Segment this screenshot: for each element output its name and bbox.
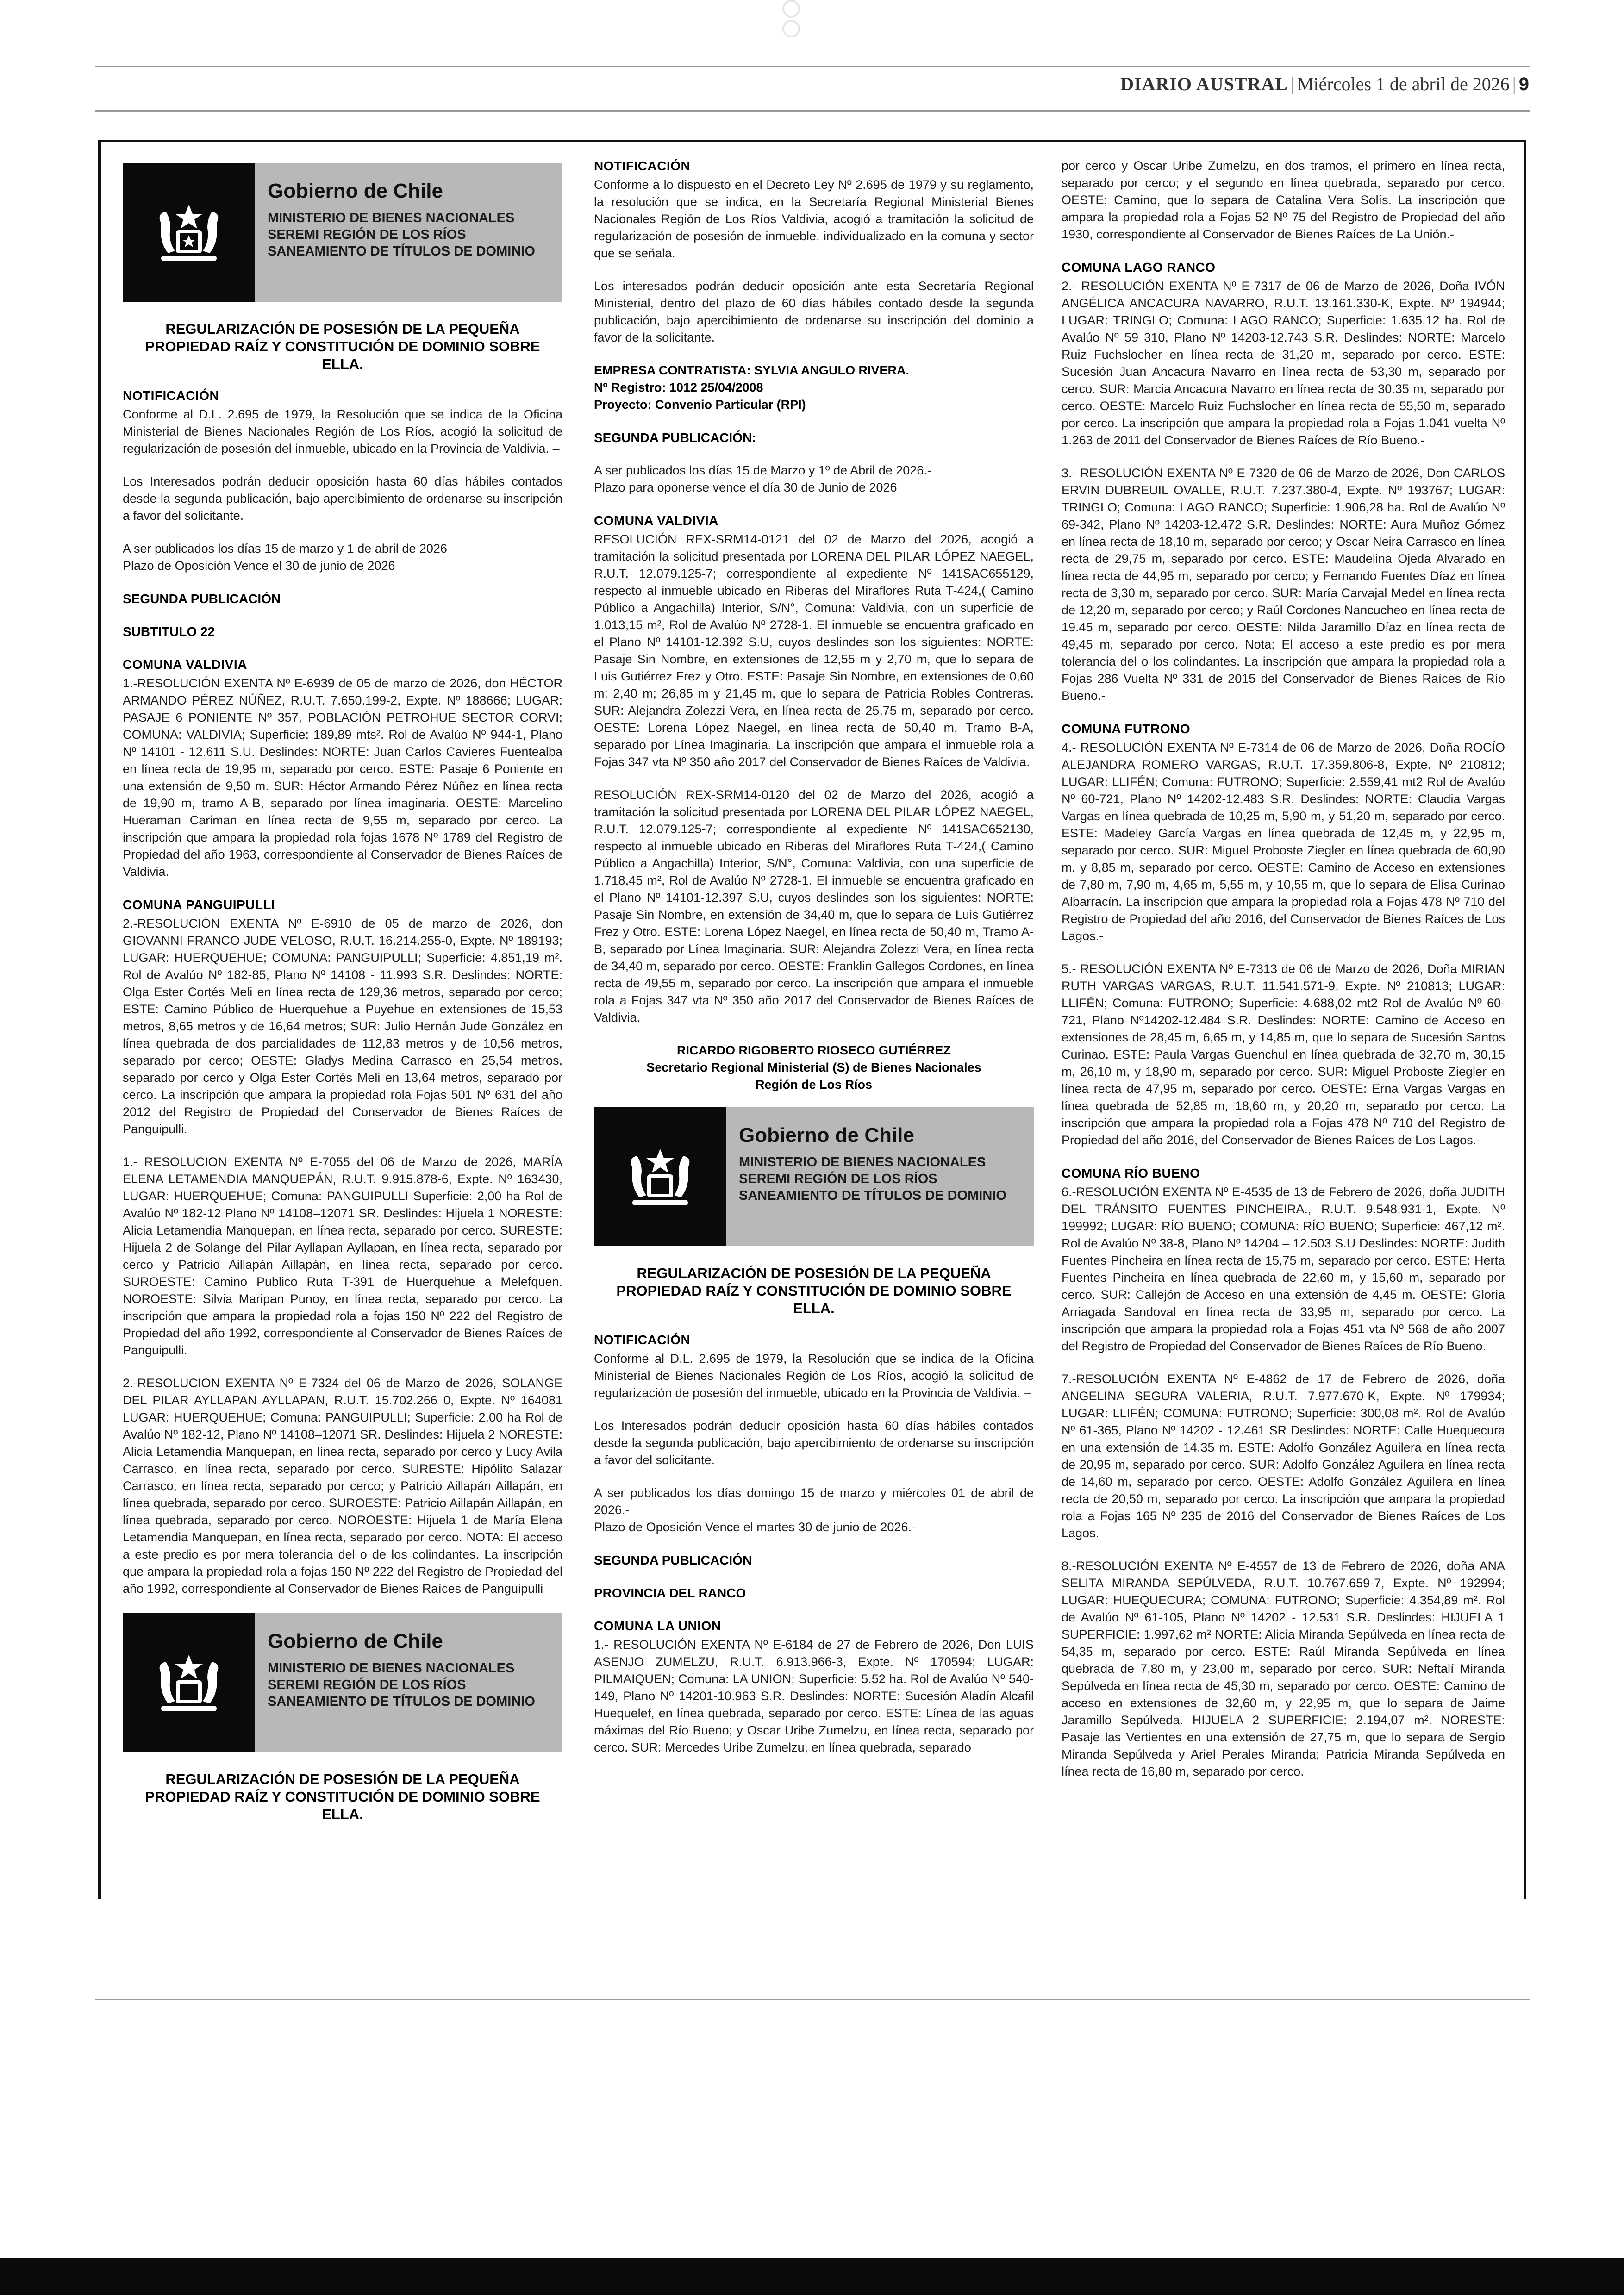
comuna-heading: COMUNA VALDIVIA (594, 513, 718, 528)
gobierno-logo-block (594, 1107, 1034, 1246)
masthead (1120, 70, 1529, 98)
logo-text-panel (726, 1107, 1034, 1246)
logo-title: Gobierno de Chile (268, 180, 443, 202)
regularization-title: REGULARIZACIÓN DE POSESIÓN DE LA PEQUEÑA PROPIEDAD RAÍZ Y CONSTITUCIÓN DE DOMINIO SOBRE ELLA. (145, 321, 540, 372)
signatory-name: RICARDO RIGOBERTO RIOSECO GUTIÉRREZ (676, 1043, 951, 1057)
notification-text: Conforme al D.L. 2.695 de 1979, la Resolución que se indica de la Oficina Ministerial de Bienes Nacionales Región de Los Ríos, acogió la solicitud de regularización de posesión del inmueble, ubicado en la Provincia de Valdivia. – (123, 407, 562, 455)
dot-icon (782, 20, 800, 37)
contractor: EMPRESA CONTRATISTA: SYLVIA ANGULO RIVERA. (594, 363, 910, 377)
comuna-heading: COMUNA RÍO BUENO (1062, 1166, 1200, 1180)
resolution-text: 6.-RESOLUCIÓN EXENTA Nº E-4535 de 13 de Febrero de 2026, doña JUDITH DEL TRÁNSITO FUENTES PINCHEIRA., R.U.T. 9.548.931-1, Expte. Nº 199992; LUGAR: RÍO BUENO; COMUNA: RÍO BUENO; Superficie: 467,12 m². Rol de Avalúo Nº 38-8, Plano Nº 14204 – 12.503 S.U Deslindes: NORTE: Judith Fuentes Pincheira en línea recta de 15,75 m, separado por cerco. ESTE: Herta Fuentes Pincheira en línea quebrada de 22,60 m, y 15,60 m, separado por cerco. SUR: Callejón de Acceso en una extensión de 4,45 m. OESTE: Gloria Arriagada Sandoval en línea recta de 33,95 m, separado por cerco. La inscripción que ampara la propiedad rola a Fojas 451 vta Nº 568 de año 2007 del Registro de Propiedad del Conservador de Bienes Raíces de Río Bueno. (1062, 1185, 1505, 1353)
issue-date: Miércoles 1 de abril de 2026 (1297, 74, 1510, 94)
signatory-role: Secretario Regional Ministerial (S) de Bienes Nacionales (646, 1060, 981, 1074)
second-publication-heading: SEGUNDA PUBLICACIÓN: (594, 430, 756, 445)
resolution-text: 8.-RESOLUCIÓN EXENTA Nº E-4557 de 13 de Febrero de 2026, doña ANA SELITA MIRANDA SEPÚLVEDA, R.U.T. 10.767.659-7, Expte. Nº 192994; LUGAR: HUEQUECURA; COMUNA: FUTRONO; Superficie: 4.354,89 m². Rol de Avalúo Nº 61-105, Plano Nº 14202 - 12.531 S.R. Deslindes: HIJUELA 1 SUPERFICIE: 1.997,62 m² NORTE: Alicia Miranda Sepúlveda en línea recta de 54,35 m, separado por cerco. ESTE: Raúl Miranda Sepúlveda en línea quebrada de 7,80 m, y 23,00 m, separado por cerco. SUR: Neftalí Miranda Sepúlveda en línea recta de 45,30 m, separado por cerco. OESTE: Camino de acceso en extensiones de 32,60 m, y 22,95 m, que lo separa de Jaime Jaramillo Sepúlveda. HIJUELA 2 SUPERFICIE: 2.194,07 m². NORESTE: Pasaje las Vertientes en una extensión de 27,75 m, que lo separa de Sergio Miranda Sepúlveda y Ariel Perales Miranda; Patricia Miranda Sepúlveda en línea recta de 16,80 m, separado por cerco. (1062, 1559, 1505, 1778)
opposition-deadline: Plazo para oponerse vence el día 30 de Junio de 2026 (594, 480, 897, 494)
resolution-text: RESOLUCIÓN REX-SRM14-0121 del 02 de Marzo del 2026, acogió a tramitación la solicitud presentada por LORENA DEL PILAR LÓPEZ NAEGEL, R.U.T. 12.079.125-7; correspondiente al expediente Nº 141SAC655129, respecto al inmueble ubicado en Riberas del Miraflores Ruta T-424,( Camino Público a Angachilla) Interior, S/N°, Comuna: Valdivia, con un superficie de 1.013,15 m², Rol de Avalúo Nº 2728-1. El inmueble se encuentra graficado en el Plano Nº 14101-12.392 S.U, cuyos deslindes son los siguientes: NORTE: Pasaje Sin Nombre, en extensiones de 12,55 m y 2,70 m, que lo separa de Luis Gutiérrez Frez y Otro. ESTE: Pasaje Sin Nombre, en extensiones de 0,60 m; 2,40 m; 26,85 m y 21,45 m, que lo separa de Patricia Robles Contreras. SUR: Alejandra Zolezzi Vera, en línea recta de 25,75 m, separado por cerco. OESTE: Lorena López Naegel, en línea recta de 50,40 m, Tramo B-A, separado por Línea Imaginaria. La inscripción que ampara el inmueble rola a Fojas 347 vta Nº 350 año 2017 del Conservador de Bienes Raíces de Valdivia. (594, 532, 1034, 769)
footer-rule (95, 1999, 1530, 2000)
resolution-text: 1.- RESOLUCION EXENTA Nº E-7055 del 06 de Marzo de 2026, MARÍA ELENA LETAMENDIA MANQUEPÁN, R.U.T. 9.915.878-6, Expte. Nº 163430, LUGAR: HUERQUEHUE; Comuna: PANGUIPULLI Superficie: 2,00 ha Rol de Avalúo Nº 182-12 Plano Nº 14108–12071 SR. Deslindes: Hijuela 1 NORESTE: Alicia Letamendia Manquepan, en línea recta, separado por cerco. SURESTE: Hijuela 2 de Solange del Pilar Ayllapan Ayllapan, en línea recta, separado por cerco y Patricio Aillapán Aillapán, en línea recta, separado por cerco. SUROESTE: Camino Publico Ruta T-391 de Huerquehue a Melefquen. NOROESTE: Silvia Maripan Punoy, en línea recta, separado por cerco. La inscripción que ampara la propiedad rola a fojas 150 Nº 222 del Registro de Propiedad del año 1992, correspondiente al Conservador de Bienes Raíces de Panguipulli. (123, 1155, 562, 1357)
logo-program: SANEAMIENTO DE TÍTULOS DE DOMINIO (268, 1694, 535, 1709)
project: Proyecto: Convenio Particular (RPI) (594, 398, 806, 412)
coat-of-arms-icon (123, 163, 255, 302)
publication-dates: A ser publicados los días domingo 15 de marzo y miércoles 01 de abril de 2026.- (594, 1486, 1034, 1517)
notification-heading: NOTIFICACIÓN (594, 1333, 691, 1347)
logo-program: SANEAMIENTO DE TÍTULOS DE DOMINIO (268, 244, 535, 259)
logo-text-panel (255, 163, 562, 302)
resolution-text: 3.- RESOLUCIÓN EXENTA Nº E-7320 de 06 de Marzo de 2026, Don CARLOS ERVIN DUBREUIL OVALLE, R.U.T. 7.237.380-4, Expte. Nº 193767; LUGAR: TRINGLO; Comuna: LAGO RANCO; Superficie: 1.906,28 ha. Rol de Avalúo Nº 69-342, Plano Nº 14203-12.472 S.R. Deslindes: NORTE: Aura Muñoz Gómez en línea recta de 18,10 m, separado por cerco; y Oscar Neira Carrasco en línea recta de 29,75 m, separado por cerco. ESTE: Maudelina Ojeda Alvarado en línea recta de 44,95 m, separado por cerco; y Fernando Fuentes Díaz en línea recta de 3,30 m, separado por cerco. SUR: María Carvajal Medel en línea recta de 12,20 m, separado por cerco; y Raúl Cordones Nancucheo en línea recta de 19.45 m, separado por cerco. OESTE: Nilda Jaramillo Díaz en línea recta de 49,45 m, separado por cerco. Nota: El acceso a este predio es por mera tolerancia del o los colindantes. La inscripción que ampara la propiedad rola a Fojas 286 Vuelta Nº 331 de 2015 del Conservador de Bienes Raíces de Río Bueno.- (1062, 466, 1505, 703)
column-2 (594, 157, 1034, 1898)
publication-dates: A ser publicados los días 15 de marzo y 1 de abril de 2026 (123, 542, 447, 555)
logo-seremi: SEREMI REGIÓN DE LOS RÍOS (739, 1172, 937, 1186)
resolution-text: RESOLUCIÓN REX-SRM14-0120 del 02 de Marzo del 2026, acogió a tramitación la solicitud presentada por LORENA DEL PILAR LÓPEZ NAEGEL, R.U.T. 12.079.125-7; correspondiente al expediente Nº 141SAC652130, respecto al inmueble ubicado en Riberas del Miraflores Ruta T-424,( Camino Público a Angachilla) Interior, S/N°, Comuna: Valdivia, con una superficie de 1.718,45 m², Rol de Avalúo Nº 2728-1. El inmueble se encuentra graficado en el Plano Nº 14101-12.397 S.U, cuyos deslindes son los siguientes: NORTE: Pasaje Sin Nombre, en extensión de 34,40 m, que lo separa de Luis Gutiérrez Frez y Otro. ESTE: Lorena López Naegel, en línea recta de 50,40 m, Tramo A-B, separado por Línea Imaginaria. SUR: Alejandra Zolezzi Vera, en línea recta de 34,40 m, separado por cerco. OESTE: Franklin Gallegos Cordones, en línea recta de 49,55 m, separado por cerco. La inscripción que ampara el inmueble rola a Fojas 347 vta Nº 350 año 2017 del Conservador de Bienes Raíces de Valdivia. (594, 788, 1034, 1024)
page-indicator-dots (782, 0, 829, 14)
notification-heading: NOTIFICACIÓN (123, 388, 219, 403)
column-3 (1062, 157, 1505, 1898)
comuna-heading: COMUNA LA UNION (594, 1619, 721, 1633)
resolution-text: 2.-RESOLUCION EXENTA Nº E-7324 del 06 de Marzo de 2026, SOLANGE DEL PILAR AYLLAPAN AYLLAPAN, R.U.T. 15.702.266 0, Expte. Nº 164081 LUGAR: HUERQUEHUE; Comuna: PANGUIPULLI; Superficie: 2,00 ha Rol de Avalúo Nº 182-12, Plano Nº 14108–12071 SR. Deslindes: Hijuela 2 NORESTE: Alicia Letamendia Manquepan, en línea recta, separado por cerco y Lucy Avila Carrasco, en línea recta, separado por cerco. SURESTE: Hipólito Salazar Carrasco, en línea recta, separado por cerco; y Patricio Aillapán Aillapán, en línea quebrada, separado por cerco. SUROESTE: Patricio Aillapán Aillapán, en línea quebrada, separado por cerco. NOROESTE: Hijuela 1 de María Elena Letamendia Manquepan, en línea recta, separado por cerco. NOTA: El acceso a este predio es por mera tolerancia del o de los colindantes. La inscripción que ampara la propiedad rola a fojas 150 Nº 222 del Registro de Propiedad del año 1992, correspondiente al Conservador de Bienes Raíces de Panguipulli (123, 1376, 562, 1596)
regularization-title: REGULARIZACIÓN DE POSESIÓN DE LA PEQUEÑA PROPIEDAD RAÍZ Y CONSTITUCIÓN DE DOMINIO SOBRE ELLA. (616, 1265, 1012, 1316)
logo-ministry: MINISTERIO DE BIENES NACIONALES (739, 1155, 986, 1170)
opposition-deadline: Plazo de Oposición Vence el martes 30 de junio de 2026.- (594, 1520, 916, 1534)
opposition-text: Los interesados podrán deducir oposición ante esta Secretaría Regional Ministerial, dentro del plazo de 60 días hábiles contado desde la segunda publicación, bajo apercibimiento de ordenarse su inscripción del dominio a favor de la solicitante. (594, 279, 1034, 344)
logo-seremi: SEREMI REGIÓN DE LOS RÍOS (268, 1678, 466, 1692)
comuna-heading: COMUNA PANGUIPULLI (123, 898, 275, 912)
resolution-text: 7.-RESOLUCIÓN EXENTA Nº E-4862 de 17 de Febrero de 2026, doña ANGELINA SEGURA VALERIA, R.U.T. 7.977.670-K, Expte. Nº 179934; LUGAR: LLIFÉN; COMUNA: FUTRONO; Superficie: 300,08 m². Rol de Avalúo Nº 61-365, Plano Nº 14202 - 12.461 SR Deslindes: NORTE: Calle Huequecura en una extensión de 14,35 m. ESTE: Adolfo González Aguilera en línea recta de 20,95 m, separado por cerco. SUR: Adolfo González Aguilera en línea recta de 14,60 m, separado por cerco. OESTE: Adolfo González Aguilera en línea recta de 20,50 m, separado por cerco. La inscripción que ampara la propiedad rola a Fojas 165 Nº 235 de 2016 del Conservador de Bienes Raíces de Los Lagos. (1062, 1372, 1505, 1540)
header-rule-bottom (95, 110, 1530, 112)
resolution-text: 1.- RESOLUCIÓN EXENTA Nº E-6184 de 27 de Febrero de 2026, Don LUIS ASENJO ZUMELZU, R.U.T. 6.913.966-3, Expte. Nº 170594; LUGAR: PILMAIQUEN; Comuna: LA UNION; Superficie: 5.52 ha. Rol de Avalúo Nº 540-149, Plano Nº 14201-10.963 S.R. Deslindes: NORTE: Sucesión Aladín Alcafil Huequelef, en línea quebrada, separado por cerco. ESTE: Línea de las aguas máximas del Río Bueno; y Oscar Uribe Zumelzu, en línea recta, separado por cerco. SUR: Mercedes Uribe Zumelzu, en línea quebrada, separado (594, 1638, 1034, 1754)
signatory-region: Región de Los Ríos (755, 1078, 873, 1091)
logo-ministry: MINISTERIO DE BIENES NACIONALES (268, 211, 515, 225)
viewer-bottom-bar (0, 2258, 1624, 2295)
masthead-separator: | (1512, 74, 1516, 94)
header-rule-top (95, 66, 1530, 67)
column-1 (123, 157, 562, 1898)
logo-title: Gobierno de Chile (268, 1630, 443, 1653)
resolution-text: 4.- RESOLUCIÓN EXENTA Nº E-7314 de 06 de Marzo de 2026, Doña ROCÍO ALEJANDRA ROMERO VARGAS, R.U.T. 17.359.806-8, Expte. Nº 210812; LUGAR: LLIFÉN; Comuna: FUTRONO; Superficie: 2.559,41 mt2 Rol de Avalúo Nº 60-721, Plano Nº 14202-12.483 S.R. Deslindes: NORTE: Claudia Vargas Vargas en línea quebrada de 10,25 m, 5,90 m, y 51,20 m, separado por cerco. ESTE: Madeley García Vargas en línea quebrada de 12,45 m, y 22,95 m, separado por cerco. SUR: Miguel Proboste Ziegler en línea quebrada de 60,90 m, y 8,85 m, separado por cerco. OESTE: Camino de Acceso en extensiones de 7,80 m, 7,90 m, 4,65 m, 5,55 m, y 10,55 m, que lo separa de Elisa Curinao Albarracín. La inscripción que ampara la propiedad rola a Fojas 478 Nº 710 del Registro de Propiedad del año 2016, del Conservador de Bienes Raíces de Los Lagos.- (1062, 741, 1505, 943)
opposition-text: Los Interesados podrán deducir oposición hasta 60 días hábiles contados desde la segunda publicación, bajo apercibimiento de ordenarse su inscripción a favor del solicitante. (594, 1419, 1034, 1467)
page-number: 9 (1518, 74, 1529, 94)
registry-number: Nº Registro: 1012 25/04/2008 (594, 380, 763, 394)
notification-text: Conforme a lo dispuesto en el Decreto Ley Nº 2.695 de 1979 y su reglamento, la resolución que se indica, en la Secretaría Regional Ministerial Bienes Nacionales Región de Los Ríos Valdivia, acogió a tramitación la solicitud de regularización de posesión de inmueble, individualizado en la comuna y sector que se señala. (594, 178, 1034, 260)
coat-of-arms-icon (123, 1613, 255, 1752)
regularization-title: REGULARIZACIÓN DE POSESIÓN DE LA PEQUEÑA PROPIEDAD RAÍZ Y CONSTITUCIÓN DE DOMINIO SOBRE ELLA. (145, 1771, 540, 1822)
resolution-text: 2.-RESOLUCIÓN EXENTA Nº E-6910 de 05 de marzo de 2026, don GIOVANNI FRANCO JUDE VELOSO, R.U.T. 16.214.255-0, Expte. Nº 189193; LUGAR: HUERQUEHUE; COMUNA: PANGUIPULLI; Superficie: 4.851,19 m². Rol de Avalúo Nº 182-85, Plano Nº 14108 - 11.993 S.R. Deslindes: NORTE: Olga Ester Cortés Meli en línea recta de 129,36 metros, separado por cerco; ESTE: Camino Público de Huerquehue a Puyehue en extensiones de 15,53 metros, 8,65 metros y de 16,64 metros; SUR: Julio Hernán Jude González en línea quebrada de dos parcialidades de 112,83 metros y de 10,56 metros, separado por cerco; OESTE: Gladys Medina Carrasco en 25,54 metros, separado por cerco y Olga Ester Cortés Meli en 13,64 metros, separado por cerco. La inscripción que ampara la propiedad rola Fojas 501 Nº 631 del año 2012 del Registro de Propiedad del Conservador de Bienes Raíces de Panguipulli. (123, 917, 562, 1136)
comuna-heading: COMUNA VALDIVIA (123, 657, 247, 672)
opposition-text: Los Interesados podrán deducir oposición hasta 60 días hábiles contados desde la segunda publicación, bajo apercibimiento de ordenarse su inscripción a favor del solicitante. (123, 474, 562, 523)
subtitle-heading: SUBTITULO 22 (123, 624, 215, 639)
coat-of-arms-icon (594, 1107, 726, 1246)
publication-dates: A ser publicados los días 15 de Marzo y 1º de Abril de 2026.- (594, 463, 931, 477)
opposition-deadline: Plazo de Oposición Vence el 30 de junio de 2026 (123, 559, 395, 573)
notification-text: Conforme al D.L. 2.695 de 1979, la Resolución que se indica de la Oficina Ministerial de Bienes Nacionales Región de Los Ríos, acogió la solicitud de regularización de posesión del inmueble, ubicado en la Provincia de Valdivia. – (594, 1352, 1034, 1400)
logo-ministry: MINISTERIO DE BIENES NACIONALES (268, 1661, 515, 1676)
resolution-text: por cerco y Oscar Uribe Zumelzu, en dos tramos, el primero en línea recta, separado por cerco; y el segundo en línea quebrada, separado por cerco. OESTE: Camino, que lo separa de Catalina Vera Solís. La inscripción que ampara la propiedad rola a Fojas 52 Nº 75 del Registro de Propiedad del año 1930, correspondiente al Conservador de Bienes Raíces de La Unión.- (1062, 159, 1505, 241)
logo-seremi: SEREMI REGIÓN DE LOS RÍOS (268, 227, 466, 242)
second-publication-heading: SEGUNDA PUBLICACIÓN (594, 1553, 752, 1567)
resolution-text: 2.- RESOLUCIÓN EXENTA Nº E-7317 de 06 de Marzo de 2026, Doña IVÓN ANGÉLICA ANCACURA NAVARRO, R.U.T. 13.161.330-K, Expte. Nº 194944; LUGAR: TRINGLO; Comuna: LAGO RANCO; Superficie: 1.635,12 ha. Rol de Avalúo Nº 59 310, Plano Nº 14203-12.743 S.R. Deslindes: NORTE: Marcelo Ruiz Fuchslocher en línea recta de 31,20 m, separado por cerco. ESTE: Sucesión Juan Ancacura Navarro en línea recta de 53,30 m, separado por cerco. SUR: Marcia Ancacura Navarro en línea recta de 30.35 m, separado por cerco. OESTE: Marcelo Ruiz Fuchslocher en línea recta de 55,50 m, separado por cerco. La inscripción que ampara la propiedad rola a Fojas 1.041 vuelta Nº 1.263 de 2011 del Conservador de Bienes Raíces de Río Bueno.- (1062, 279, 1505, 447)
dot-icon (782, 0, 800, 18)
province-heading: PROVINCIA DEL RANCO (594, 1586, 746, 1600)
masthead-separator: | (1290, 74, 1294, 94)
newspaper-name: DIARIO AUSTRAL (1120, 74, 1288, 94)
second-publication-heading: SEGUNDA PUBLICACIÓN (123, 592, 281, 606)
resolution-text: 5.- RESOLUCIÓN EXENTA Nº E-7313 de 06 de Marzo de 2026, Doña MIRIAN RUTH VARGAS VARGAS, R.U.T. 11.541.571-9, Expte. Nº 210813; LUGAR: LLIFÉN; Comuna: FUTRONO; Superficie: 4.688,02 mt2 Rol de Avalúo Nº 60-721, Plano Nº14202-12.484 S.R. Deslindes: NORTE: Camino de Acceso en extensiones de 28,45 m, 6,65 m, y 14,85 m, que lo separa de Sucesión Santos Curinao. ESTE: Paula Vargas Guenchul en línea quebrada de 32,70 m, 30,15 m, 26,10 m, y 18,90 m, separado por cerco. SUR: Miguel Proboste Ziegler en línea recta de 47,95 m, separado por cerco. OESTE: Erna Vargas Vargas en línea quebrada de 52,85 m, 18,60 m, y 20,20 m, separado por cerco. La inscripción que ampara la propiedad rola a Fojas 478 Nº 710 del Registro de Propiedad del año 2016, del Conservador de Bienes Raíces de Los Lagos.- (1062, 962, 1505, 1147)
gobierno-logo-block (123, 1613, 562, 1752)
comuna-heading: COMUNA FUTRONO (1062, 722, 1191, 736)
logo-text-panel (255, 1613, 562, 1752)
resolution-text: 1.-RESOLUCIÓN EXENTA Nº E-6939 de 05 de marzo de 2026, don HÉCTOR ARMANDO PÉREZ NÚÑEZ, R.U.T. 7.650.199-2, Expte. Nº 188666; LUGAR: PASAJE 6 PONIENTE Nº 357, POBLACIÓN PETROHUE SECTOR CORVI; COMUNA: VALDIVIA; Superficie: 189,89 mts². Rol de Avalúo Nº 944-1, Plano Nº 14101 - 12.611 S.U. Deslindes: NORTE: Juan Carlos Cavieres Fuentealba en línea recta de 19,95 m, separado por cerco. ESTE: Pasaje 6 Poniente en una extensión de 9,50 m. SUR: Héctor Armando Pérez Núñez en línea recta de 19,90 m, tramo A-B, separado por línea imaginaria. OESTE: Marcelino Hueraman Cariman en línea recta de 9,55 m, separado por cerco. La inscripción que ampara la propiedad rola fojas 1678 Nº 1789 del Registro de Propiedad del año 1963, correspondiente al Conservador de Bienes Raíces de Valdivia. (123, 676, 562, 879)
notification-heading: NOTIFICACIÓN (594, 159, 691, 173)
signature-block (594, 1042, 1034, 1093)
logo-program: SANEAMIENTO DE TÍTULOS DE DOMINIO (739, 1188, 1006, 1203)
gobierno-logo-block (123, 163, 562, 302)
comuna-heading: COMUNA LAGO RANCO (1062, 260, 1216, 274)
logo-title: Gobierno de Chile (739, 1124, 914, 1147)
